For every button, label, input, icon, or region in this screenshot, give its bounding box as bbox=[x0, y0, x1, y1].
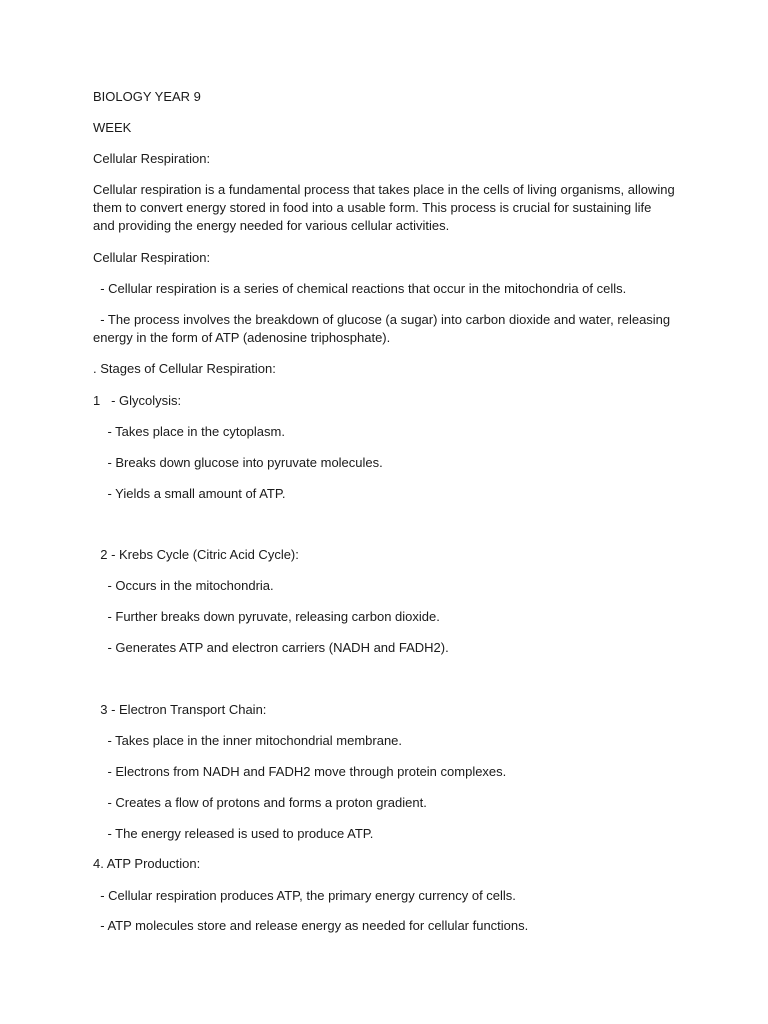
intro-line: them to convert energy stored in food into a usable form. This process is crucial for sustaining life bbox=[93, 200, 652, 215]
section-heading: Cellular Respiration: bbox=[93, 250, 211, 265]
stages-heading: . Stages of Cellular Respiration: bbox=[93, 361, 276, 376]
stage-item: - Yields a small amount of ATP. bbox=[93, 486, 286, 501]
stage-item: - Occurs in the mitochondria. bbox=[93, 578, 274, 593]
stage-item: - Creates a flow of protons and forms a proton gradient. bbox=[93, 795, 427, 810]
section-heading: Cellular Respiration: bbox=[93, 151, 211, 166]
stage-item: - The energy released is used to produce ATP. bbox=[93, 826, 374, 841]
stage-item: - Cellular respiration produces ATP, the primary energy currency of cells. bbox=[93, 888, 516, 903]
bullet-point: - The process involves the breakdown of glucose (a sugar) into carbon dioxide and water, releasing bbox=[93, 312, 671, 327]
stage-item: - Takes place in the cytoplasm. bbox=[93, 424, 285, 439]
stage-title: 2 - Krebs Cycle (Citric Acid Cycle): bbox=[93, 547, 299, 562]
bullet-point: - Cellular respiration is a series of chemical reactions that occur in the mitochondria of cells. bbox=[93, 281, 627, 296]
stage-title: 3 - Electron Transport Chain: bbox=[93, 702, 267, 717]
document-title: BIOLOGY YEAR 9 bbox=[93, 89, 201, 104]
intro-line: Cellular respiration is a fundamental process that takes place in the cells of living organisms, allowing bbox=[93, 182, 675, 197]
stage-title: 4. ATP Production: bbox=[93, 856, 201, 871]
stage-item: - Electrons from NADH and FADH2 move through protein complexes. bbox=[93, 764, 507, 779]
week-label: WEEK bbox=[93, 120, 132, 135]
stage-item: - Further breaks down pyruvate, releasing carbon dioxide. bbox=[93, 609, 440, 624]
stage-title: 1 - Glycolysis: bbox=[93, 393, 182, 408]
stage-item: - Takes place in the inner mitochondrial membrane. bbox=[93, 733, 403, 748]
stage-item: - Generates ATP and electron carriers (NADH and FADH2). bbox=[93, 640, 449, 655]
stage-item: - Breaks down glucose into pyruvate molecules. bbox=[93, 455, 383, 470]
stage-item: - ATP molecules store and release energy as needed for cellular functions. bbox=[93, 918, 529, 933]
intro-line: and providing the energy needed for various cellular activities. bbox=[93, 218, 450, 233]
bullet-point-continuation: energy in the form of ATP (adenosine triphosphate). bbox=[93, 330, 391, 345]
